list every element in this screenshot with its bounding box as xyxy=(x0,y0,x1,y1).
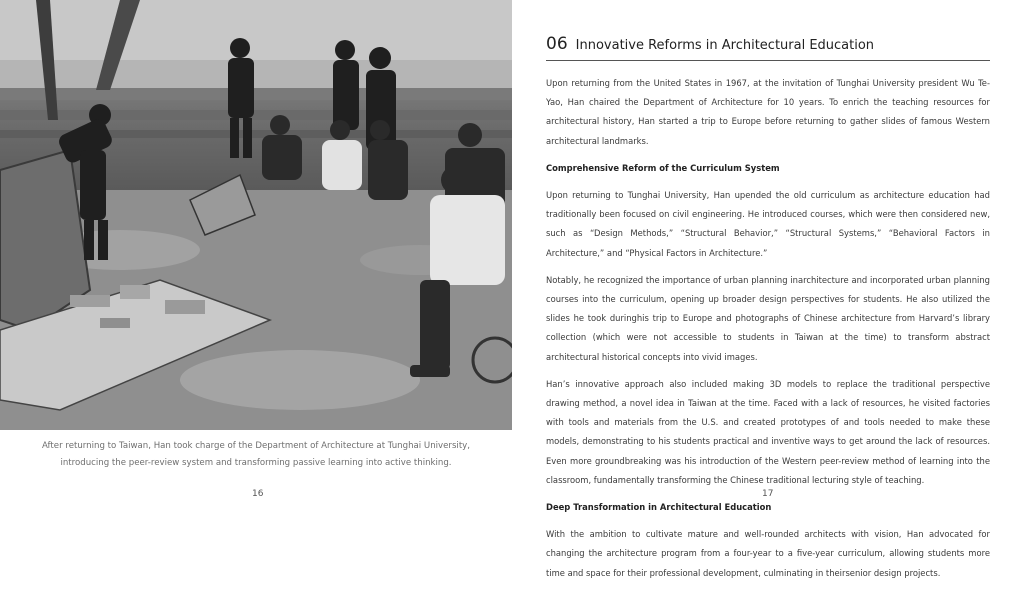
article-body xyxy=(546,74,990,591)
intro-paragraph: Upon returning from the United States in 1967, at the invitation of Tunghai University president Wu Te-Yao, Han chaired the Department of Architecture for 10 years. To enrich the teaching resources for architectural history, Han started a trip to Europe before returning to gather slides of famous Western architectural landmarks. xyxy=(546,78,990,146)
section-number: 06 xyxy=(546,34,568,54)
right-page xyxy=(512,0,1024,578)
photo-caption xyxy=(30,438,482,472)
subheading-curriculum: Comprehensive Reform of the Curriculum System xyxy=(546,162,780,173)
caption-line: After returning to Taiwan, Han took charge of the Department of Architecture at Tunghai University, xyxy=(41,441,471,451)
section-heading xyxy=(546,34,874,54)
page-number-left: 16 xyxy=(252,489,264,499)
left-page xyxy=(0,0,512,512)
heading-divider xyxy=(546,60,990,61)
caption-line: introducing the peer-review system and transforming passive learning into active thinking. xyxy=(60,458,452,468)
paragraph: Upon returning to Tunghai University, Han upended the old curriculum as architecture education had traditionally been focused on civil engineering. He introduced courses, which were then considered new, such as “Design Methods,” “Structural Behavior,” “Structural Systems,” “Behavioral Factors in Architecture,” and “Physical Factors in Architecture.” xyxy=(546,190,990,258)
paragraph: Han’s innovative approach also included making 3D models to replace the traditional perspective drawing method, a novel idea in Taiwan at the time. Faced with a lack of resources, he visited factories with tools and materials from the U.S. and created prototypes of and tools needed to make these models, demonstrating to his students practical and inventive ways to get around the lack of resources. Even more groundbreaking was his introduction of the Western peer-review method of learning into the classroom, fundamentally transforming the Chinese traditional lecturing style of teaching. xyxy=(546,378,990,485)
subheading-transformation: Deep Transformation in Architectural Education xyxy=(546,502,772,513)
section-title: Innovative Reforms in Architectural Education xyxy=(575,38,875,53)
paragraph: Notably, he recognized the importance of urban planning inarchitecture and incorporated urban planning courses into the curriculum, opening up broader design perspectives for students. He also utilized the slides he took duringhis trip to Europe and photographs of Chinese architecture from Harvard’s library collection (which were not accessible to students in Taiwan at the time) to transform abstract architectural historical concepts into vivid images. xyxy=(546,274,990,362)
page-number-right: 17 xyxy=(762,489,774,499)
paragraph: With the ambition to cultivate mature and well-rounded architects with vision, Han advocated for changing the architecture program from a four-year to a five-year curriculum, allowing students more time and space for their professional development, culminating in theirsenior design projects. xyxy=(546,529,990,578)
photo-illustration xyxy=(0,0,512,430)
archival-photo xyxy=(0,0,512,430)
